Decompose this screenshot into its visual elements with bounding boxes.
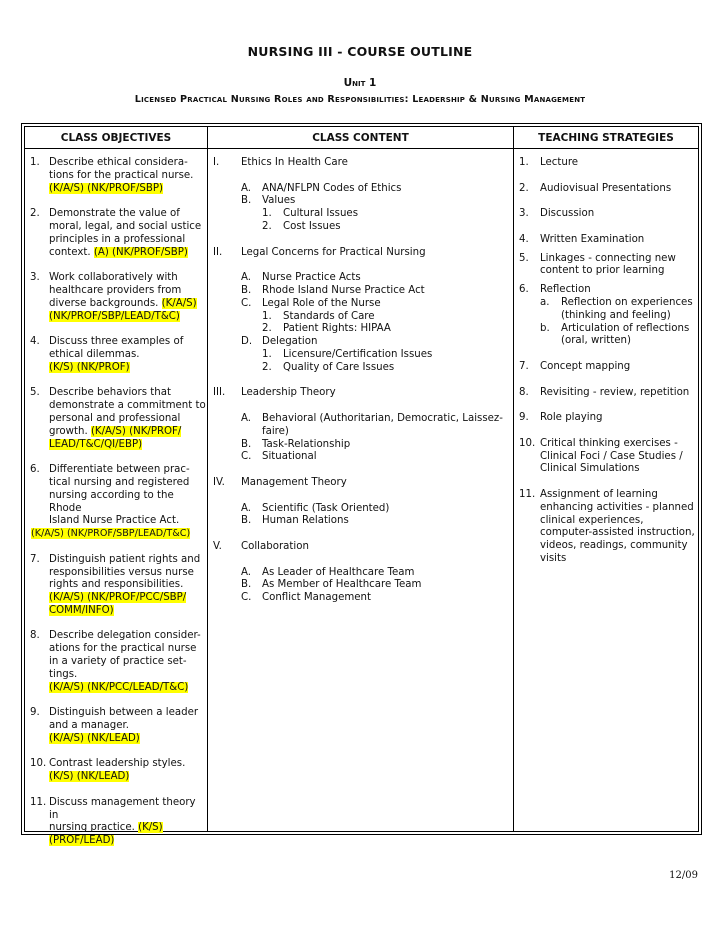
content-subitem — [213, 311, 511, 324]
objective-number: 5. — [30, 387, 40, 399]
objective-text: Describe ethical considera- — [49, 157, 188, 168]
subitem-number: 1. — [262, 310, 272, 322]
item-letter: B. — [241, 195, 252, 207]
objective-item — [30, 157, 206, 195]
objective-number: 6. — [30, 464, 40, 476]
item-letter: D. — [241, 336, 253, 348]
item-text: As Member of Healthcare Team — [262, 579, 422, 591]
objective-text: Discuss management theory in — [49, 796, 196, 821]
outline-table-inner — [24, 126, 699, 847]
objective-text: and a manager. — [49, 720, 129, 732]
objectives-column — [30, 157, 206, 848]
objective-item — [30, 707, 206, 745]
strategy-text: Concept mapping — [540, 360, 631, 372]
header-divider — [25, 148, 698, 149]
header-class-objectives: CLASS OBJECTIVES — [60, 132, 172, 144]
content-subitem — [213, 221, 511, 234]
content-section — [213, 247, 511, 260]
objective-text: Contrast leadership styles. — [49, 758, 186, 770]
objective-text: Differentiate between prac- — [49, 464, 190, 476]
item-letter: B. — [241, 579, 252, 591]
competency-code: (NK/PROF/SBP/LEAD/T&C) — [49, 310, 180, 322]
objective-text: tings. — [49, 668, 78, 680]
substrategy-text: (oral, written) — [561, 335, 631, 347]
strategy-subitem — [540, 297, 699, 323]
header-class-content: CLASS CONTENT — [312, 132, 409, 144]
unit-subtitle: Licensed Practical Nursing Roles and Responsibilities: Leadership & Nursing Management — [134, 94, 586, 105]
strategy-text: Lecture — [540, 157, 579, 168]
strategy-text: computer-assisted instruction, — [540, 527, 695, 539]
content-item — [213, 515, 511, 528]
competency-code: (K/A/S) (NK/PROF/PCC/SBP/ — [49, 592, 187, 604]
competency-code: (K/S) (NK/LEAD) — [49, 771, 130, 783]
content-subitem — [213, 323, 511, 336]
objective-text: healthcare providers from — [49, 284, 182, 296]
content-subitem — [213, 349, 511, 362]
strategy-text: Discussion — [540, 208, 595, 220]
item-letter: B. — [241, 515, 252, 527]
section-title: Legal Concerns for Practical Nursing — [241, 246, 426, 258]
strategy-number: 3. — [519, 208, 529, 220]
section-numeral: V. — [213, 540, 222, 552]
content-item — [213, 413, 511, 439]
item-letter: A. — [241, 502, 252, 514]
item-letter: A. — [241, 412, 252, 424]
competency-code: (K/S) (NK/PROF) — [49, 361, 130, 373]
content-subitem — [213, 362, 511, 375]
objective-item — [30, 758, 206, 784]
subitem-number: 2. — [262, 220, 272, 232]
objective-item — [30, 387, 206, 451]
subitem-number: 1. — [262, 208, 272, 220]
objective-text: Demonstrate the value of — [49, 208, 180, 220]
strategy-number: 8. — [519, 386, 529, 398]
objective-text: tical nursing and registered — [49, 476, 190, 488]
strategy-subitem — [540, 323, 699, 349]
content-subitem — [213, 208, 511, 221]
section-numeral: IV. — [213, 476, 225, 488]
objective-item — [30, 797, 206, 848]
content-section — [213, 387, 511, 400]
content-item — [213, 298, 511, 311]
item-text: Situational — [262, 451, 317, 463]
outline-table — [21, 123, 702, 847]
objective-text: Discuss three examples of — [49, 336, 184, 348]
strategy-number: 9. — [519, 412, 529, 424]
content-item — [213, 579, 511, 592]
unit-label: Unit 1 — [343, 77, 377, 89]
section-title: Collaboration — [241, 540, 309, 552]
objective-text: growth. — [49, 425, 88, 437]
objective-number: 3. — [30, 272, 40, 284]
objective-number: 7. — [30, 553, 40, 565]
strategy-text: Critical thinking exercises - — [540, 437, 678, 449]
substrategy-text: Reflection on experiences — [561, 296, 693, 308]
objective-text: Distinguish patient rights and — [49, 553, 201, 565]
objective-number: 2. — [30, 208, 40, 220]
item-letter: B. — [241, 438, 252, 450]
column-divider-1 — [207, 127, 208, 831]
strategy-item — [519, 412, 699, 425]
subitem-text: Standards of Care — [283, 310, 375, 322]
item-letter: C. — [241, 297, 252, 309]
item-text: Human Relations — [262, 515, 349, 527]
substrategy-letter: a. — [540, 296, 550, 308]
strategy-text: Revisiting - review, repetition — [540, 386, 690, 398]
item-text: ANA/NFLPN Codes of Ethics — [262, 182, 402, 194]
strategy-number: 7. — [519, 360, 529, 372]
competency-code: (K/A/S) — [161, 297, 197, 309]
content-item — [213, 451, 511, 464]
objective-text: demonstrate a commitment to — [49, 400, 206, 412]
strategy-number: 5. — [519, 252, 529, 264]
strategy-text: Clinical Foci / Case Studies / — [540, 450, 683, 462]
competency-code: (K/A/S) (NK/PCC/LEAD/T&C) — [49, 681, 189, 693]
competency-code: COMM/INFO) — [49, 604, 114, 616]
objective-item — [30, 464, 206, 541]
substrategy-text: (thinking and feeling) — [561, 309, 671, 321]
strategy-item — [519, 183, 699, 196]
objective-text: nursing practice. — [49, 822, 135, 834]
item-text: Task-Relationship — [262, 438, 351, 450]
strategy-number: 2. — [519, 182, 529, 194]
objective-text: in a variety of practice set- — [49, 656, 187, 668]
substrategy-letter: b. — [540, 322, 550, 334]
competency-code: (K/A/S) (NK/LEAD) — [49, 732, 140, 744]
page-number: 12/09 — [669, 870, 698, 881]
strategy-item — [519, 157, 699, 170]
objective-text: context. — [49, 246, 91, 258]
objective-text: Distinguish between a leader — [49, 707, 199, 719]
item-letter: C. — [241, 592, 252, 604]
content-item — [213, 183, 511, 196]
objective-item — [30, 336, 206, 374]
objective-text: personal and professional — [49, 412, 181, 424]
strategy-text: Linkages - connecting new — [540, 252, 676, 264]
strategy-text: Assignment of learning — [540, 488, 658, 500]
content-item — [213, 285, 511, 298]
content-item — [213, 503, 511, 516]
content-item — [213, 336, 511, 349]
substrategy-text: Articulation of reflections — [561, 322, 690, 334]
subitem-text: Licensure/Certification Issues — [283, 348, 433, 360]
item-letter: B. — [241, 284, 252, 296]
objective-number: 10. — [30, 758, 47, 770]
competency-code: LEAD/T&C/QI/EBP) — [49, 438, 143, 450]
item-text: Behavioral (Authoritarian, Democratic, Laissez- — [262, 412, 503, 424]
column-divider-2 — [513, 127, 514, 831]
strategy-number: 10. — [519, 437, 536, 449]
objective-text: rights and responsibilities. — [49, 579, 184, 591]
objective-text: Island Nurse Practice Act. — [49, 515, 180, 527]
strategy-text: Reflection — [540, 284, 591, 296]
item-letter: C. — [241, 451, 252, 463]
strategy-number: 1. — [519, 157, 529, 168]
content-item — [213, 272, 511, 285]
strategy-number: 4. — [519, 233, 529, 245]
section-numeral: I. — [213, 157, 220, 168]
strategy-item — [519, 208, 699, 221]
item-letter: A. — [241, 272, 252, 284]
subitem-text: Cultural Issues — [283, 208, 359, 220]
objective-text: nursing according to the Rhode — [49, 489, 174, 514]
subitem-text: Patient Rights: HIPAA — [283, 323, 391, 335]
strategy-item — [519, 387, 699, 400]
header-teaching-strategies: TEACHING STRATEGIES — [538, 132, 674, 144]
section-title: Leadership Theory — [241, 387, 336, 399]
strategy-item — [519, 361, 699, 374]
objective-item — [30, 272, 206, 323]
item-text: Conflict Management — [262, 592, 371, 604]
objective-text: ethical dilemmas. — [49, 348, 140, 360]
section-title: Management Theory — [241, 476, 347, 488]
subitem-number: 1. — [262, 348, 272, 360]
competency-code: (K/S) — [138, 822, 163, 834]
objective-text: Describe delegation consider- — [49, 630, 201, 642]
item-text: As Leader of Healthcare Team — [262, 566, 415, 578]
objective-item — [30, 630, 206, 694]
strategy-item — [519, 489, 699, 566]
strategy-number: 6. — [519, 284, 529, 296]
strategy-text: videos, readings, community — [540, 540, 688, 552]
item-text: Delegation — [262, 336, 318, 348]
strategies-column — [519, 157, 699, 566]
objective-text: Work collaboratively with — [49, 272, 178, 284]
page-title: NURSING III - COURSE OUTLINE — [247, 44, 473, 59]
section-numeral: II. — [213, 246, 223, 258]
strategy-text: enhancing activities - planned — [540, 501, 694, 513]
content-section — [213, 477, 511, 490]
item-text: Nurse Practice Acts — [262, 272, 361, 284]
objective-number: 4. — [30, 336, 40, 348]
section-title: Ethics In Health Care — [241, 157, 348, 168]
subitem-text: Cost Issues — [283, 220, 341, 232]
item-letter: A. — [241, 182, 252, 194]
content-section — [213, 541, 511, 554]
objective-item — [30, 554, 206, 618]
subitem-text: Quality of Care Issues — [283, 361, 395, 373]
item-letter: A. — [241, 566, 252, 578]
objective-text: Describe behaviors that — [49, 387, 171, 399]
objective-number: 1. — [30, 157, 40, 168]
content-item — [213, 195, 511, 208]
objective-text: moral, legal, and social ustice — [49, 220, 202, 232]
objective-number: 9. — [30, 707, 40, 719]
strategy-item — [519, 234, 699, 247]
section-numeral: III. — [213, 387, 226, 399]
subitem-number: 2. — [262, 361, 272, 373]
objective-text: tions for the practical nurse. — [49, 169, 194, 181]
item-text: Rhode Island Nurse Practice Act — [262, 284, 425, 296]
objective-text: responsibilities versus nurse — [49, 566, 194, 578]
strategy-number: 11. — [519, 488, 536, 500]
competency-code: (K/A/S) (NK/PROF/ — [90, 425, 182, 437]
strategy-item — [519, 284, 699, 348]
content-item — [213, 439, 511, 452]
strategy-item — [519, 253, 699, 279]
objective-number: 11. — [30, 796, 47, 808]
item-text: Legal Role of the Nurse — [262, 297, 381, 309]
item-text: faire) — [262, 425, 289, 437]
competency-code: (K/A/S) (NK/PROF/SBP) — [49, 182, 163, 194]
item-text: Values — [262, 195, 296, 207]
objective-text: principles in a professional — [49, 233, 186, 245]
objective-text: ations for the practical nurse — [49, 643, 197, 655]
strategy-text: Written Examination — [540, 233, 645, 245]
strategy-text: visits — [540, 552, 567, 564]
strategy-text: Audiovisual Presentations — [540, 182, 672, 194]
competency-code: (K/A/S) (NK/PROF/SBP/LEAD/T&C) — [31, 528, 191, 540]
competency-code: (PROF/LEAD) — [49, 835, 115, 847]
strategy-text: Clinical Simulations — [540, 463, 640, 475]
strategy-text: clinical experiences, — [540, 514, 644, 526]
item-text: Scientific (Task Oriented) — [262, 502, 390, 514]
strategy-text: content to prior learning — [540, 265, 665, 277]
objective-text: diverse backgrounds. — [49, 297, 159, 309]
strategy-item — [519, 438, 699, 476]
content-section — [213, 157, 511, 170]
objective-item — [30, 208, 206, 259]
strategy-text: Role playing — [540, 412, 603, 424]
objective-number: 8. — [30, 630, 40, 642]
content-column — [213, 157, 511, 605]
competency-code: (A) (NK/PROF/SBP) — [93, 246, 188, 258]
content-item — [213, 567, 511, 580]
content-item — [213, 592, 511, 605]
subitem-number: 2. — [262, 323, 272, 335]
